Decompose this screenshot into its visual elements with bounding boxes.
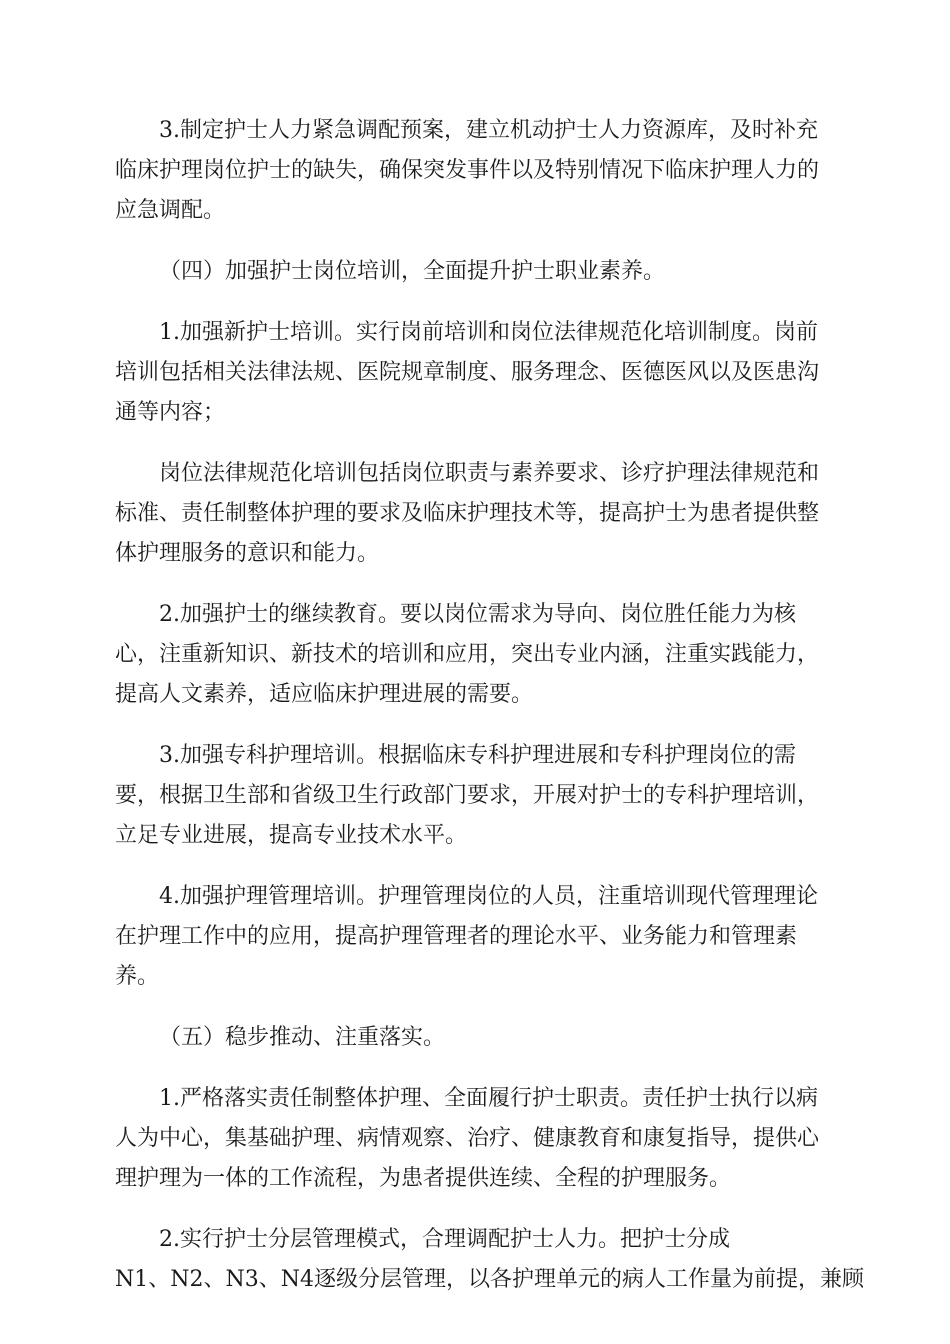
text-line: 2.加强护士的继续教育。要以岗位需求为导向、岗位胜任能力为核 — [159, 602, 796, 627]
paragraph-continuing-education — [115, 595, 837, 715]
text-line: 立足专业进展，提高专业技术水平。 — [115, 823, 468, 848]
text-line: 在护理工作中的应用，提高护理管理者的理论水平、业务能力和管理素 — [115, 924, 798, 949]
text-line: 2.实行护士分层管理模式，合理调配护士人力。把护士分成 — [159, 1227, 730, 1252]
document-body — [115, 111, 864, 1321]
text-line: 1.严格落实责任制整体护理、全面履行护士职责。责任护士执行以病 — [159, 1086, 818, 1111]
text-line: N1、N2、N3、N4逐级分层管理，以各护理单元的病人工作量为前提，兼顾 — [115, 1267, 864, 1292]
text-line: 3.加强专科护理培训。根据临床专科护理进展和专科护理岗位的需 — [159, 743, 796, 768]
paragraph-management-training — [115, 877, 837, 997]
paragraph-holistic-nursing — [115, 1079, 837, 1199]
text-line: 养。 — [115, 964, 160, 989]
text-line: （四）加强护士岗位培训，全面提升护士职业素养。 — [159, 259, 666, 284]
section-heading-4 — [115, 252, 837, 292]
text-line: 体护理服务的意识和能力。 — [115, 541, 380, 566]
text-line: 1.加强新护士培训。实行岗前培训和岗位法律规范化培训制度。岗前 — [159, 320, 818, 345]
text-line: 通等内容； — [115, 400, 226, 425]
text-line: 3.制定护士人力紧急调配预案，建立机动护士人力资源库，及时补充 — [159, 118, 818, 143]
text-line: 要，根据卫生部和省级卫生行政部门要求，开展对护士的专科护理培训， — [115, 783, 820, 808]
text-line: 4.加强护理管理培训。护理管理岗位的人员，注重培训现代管理理论 — [159, 884, 818, 909]
text-line: 临床护理岗位护士的缺失，确保突发事件以及特别情况下临床护理人力的 — [115, 158, 820, 183]
paragraph-manpower-emergency — [115, 111, 837, 231]
text-line: 人为中心，集基础护理、病情观察、治疗、健康教育和康复指导，提供心 — [115, 1126, 820, 1151]
paragraph-new-nurse-training — [115, 313, 837, 433]
paragraph-tiered-management — [115, 1220, 864, 1300]
paragraph-specialty-training — [115, 736, 837, 856]
text-line: 标准、责任制整体护理的要求及临床护理技术等，提高护士为患者提供整 — [115, 501, 820, 526]
text-line: 提高人文素养，适应临床护理进展的需要。 — [115, 682, 534, 707]
text-line: 应急调配。 — [115, 198, 226, 223]
text-line: 理护理为一体的工作流程，为患者提供连续、全程的护理服务。 — [115, 1166, 732, 1191]
text-line: 岗位法律规范化培训包括岗位职责与素养要求、诊疗护理法律规范和 — [159, 461, 820, 486]
section-heading-5 — [115, 1018, 837, 1058]
text-line: 培训包括相关法律法规、医院规章制度、服务理念、医德医风以及医患沟 — [115, 360, 820, 385]
text-line: 心，注重新知识、新技术的培训和应用，突出专业内涵，注重实践能力， — [115, 642, 820, 667]
text-line: （五）稳步推动、注重落实。 — [159, 1025, 446, 1050]
paragraph-legal-training — [115, 454, 837, 574]
